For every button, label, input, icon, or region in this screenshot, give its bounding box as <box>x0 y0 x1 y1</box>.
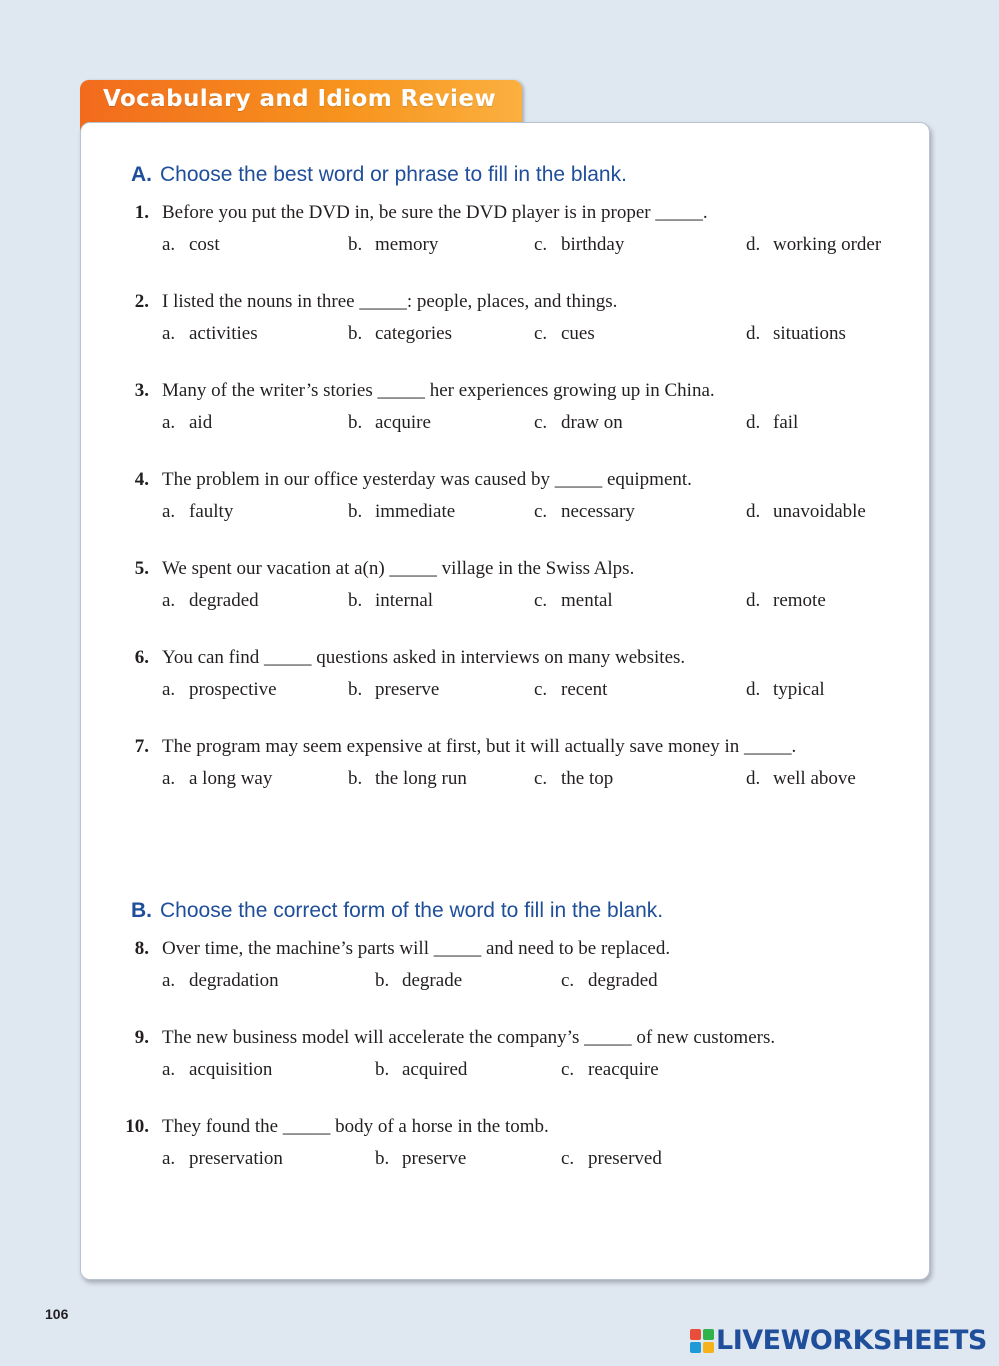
question-item <box>81 1116 929 1176</box>
option-letter: b. <box>348 323 363 344</box>
option-letter: a. <box>162 970 176 991</box>
option-text: well above <box>773 768 856 789</box>
option-text: birthday <box>561 234 625 255</box>
option-letter: a. <box>162 768 176 789</box>
option-text: degradation <box>189 970 279 991</box>
answer-option[interactable] <box>162 234 220 256</box>
answer-option[interactable] <box>162 412 212 434</box>
option-letter: c. <box>534 323 548 344</box>
answer-option[interactable] <box>348 679 439 701</box>
option-text: preserved <box>588 1148 662 1169</box>
question-number: 9. <box>134 1027 149 1048</box>
question-item <box>81 380 929 440</box>
question-item <box>81 647 929 707</box>
option-letter: b. <box>348 768 363 789</box>
answer-option[interactable] <box>534 412 623 434</box>
option-text: a long way <box>189 768 273 789</box>
brand-name: LIVEWORKSHEETS <box>716 1325 987 1356</box>
answer-option[interactable] <box>348 323 452 345</box>
option-letter: b. <box>348 501 363 522</box>
answer-option[interactable] <box>746 590 826 612</box>
option-text: fail <box>773 412 799 433</box>
option-letter: b. <box>348 590 363 611</box>
question-number: 7. <box>134 736 149 757</box>
question-item <box>81 291 929 351</box>
answer-option[interactable] <box>561 1148 662 1170</box>
option-letter: c. <box>534 501 548 522</box>
option-letter: a. <box>162 1059 176 1080</box>
answer-option[interactable] <box>534 234 624 256</box>
answer-option[interactable] <box>561 1059 659 1081</box>
option-text: typical <box>773 679 825 700</box>
content-card <box>80 122 930 1280</box>
option-text: degraded <box>588 970 658 991</box>
question-text: Many of the writer’s stories _____ her experiences growing up in China. <box>162 380 715 401</box>
answer-option[interactable] <box>534 590 613 612</box>
question-text: Over time, the machine’s parts will _____ and need to be replaced. <box>162 938 671 959</box>
option-text: memory <box>375 234 439 255</box>
answer-option[interactable] <box>534 679 607 701</box>
question-item <box>81 558 929 618</box>
answer-option[interactable] <box>162 768 272 790</box>
answer-option[interactable] <box>162 323 258 345</box>
question-number: 3. <box>134 380 149 401</box>
answer-option[interactable] <box>746 323 846 345</box>
answer-option[interactable] <box>561 970 658 992</box>
answer-option[interactable] <box>348 412 431 434</box>
answer-option[interactable] <box>375 1059 467 1081</box>
brand-logo[interactable] <box>690 1326 990 1356</box>
page-number: 106 <box>45 1306 69 1322</box>
option-letter: d. <box>746 679 761 700</box>
option-text: internal <box>375 590 434 611</box>
question-text: They found the _____ body of a horse in the tomb. <box>162 1116 549 1137</box>
answer-option[interactable] <box>746 501 866 523</box>
option-letter: a. <box>162 590 176 611</box>
answer-option[interactable] <box>534 501 635 523</box>
answer-option[interactable] <box>348 501 455 523</box>
option-text: acquired <box>402 1059 468 1080</box>
question-text: We spent our vacation at a(n) _____ village in the Swiss Alps. <box>162 558 635 579</box>
answer-option[interactable] <box>534 768 613 790</box>
option-letter: d. <box>746 234 761 255</box>
option-letter: b. <box>348 234 363 255</box>
option-letter: b. <box>375 970 390 991</box>
option-text: draw on <box>561 412 623 433</box>
question-text: The problem in our office yesterday was caused by _____ equipment. <box>162 469 692 490</box>
section-b-instruction: Choose the correct form of the word to fill in the blank. <box>160 899 664 922</box>
liveworksheets-icon <box>690 1329 714 1353</box>
answer-option[interactable] <box>348 234 438 256</box>
question-text: The new business model will accelerate the company’s _____ of new customers. <box>162 1027 776 1048</box>
section-b-letter: B. <box>131 899 152 922</box>
question-item <box>81 1027 929 1087</box>
question-text: You can find _____ questions asked in interviews on many websites. <box>162 647 686 668</box>
answer-option[interactable] <box>162 1059 272 1081</box>
question-number: 4. <box>134 469 149 490</box>
question-number: 8. <box>134 938 149 959</box>
question-item <box>81 736 929 796</box>
answer-option[interactable] <box>746 412 798 434</box>
section-a-heading <box>131 163 627 187</box>
option-text: immediate <box>375 501 456 522</box>
section-b-heading <box>131 899 663 923</box>
option-letter: c. <box>534 234 548 255</box>
option-text: mental <box>561 590 613 611</box>
question-number: 6. <box>134 647 149 668</box>
question-number: 2. <box>134 291 149 312</box>
option-text: degrade <box>402 970 463 991</box>
option-letter: a. <box>162 323 176 344</box>
option-letter: c. <box>534 590 548 611</box>
option-letter: d. <box>746 323 761 344</box>
answer-option[interactable] <box>375 970 462 992</box>
answer-option[interactable] <box>162 970 279 992</box>
option-letter: b. <box>348 412 363 433</box>
option-letter: d. <box>746 501 761 522</box>
option-text: cues <box>561 323 595 344</box>
question-number: 10. <box>125 1116 149 1137</box>
option-text: the top <box>561 768 614 789</box>
option-letter: d. <box>746 590 761 611</box>
option-letter: c. <box>561 970 575 991</box>
option-letter: c. <box>534 679 548 700</box>
answer-option[interactable] <box>746 768 856 790</box>
question-item <box>81 469 929 529</box>
page-title: Vocabulary and Idiom Review <box>103 86 496 112</box>
option-text: aid <box>189 412 213 433</box>
option-letter: b. <box>375 1059 390 1080</box>
option-text: the long run <box>375 768 467 789</box>
option-letter: c. <box>561 1148 575 1169</box>
answer-option[interactable] <box>162 1148 283 1170</box>
question-number: 5. <box>134 558 149 579</box>
option-letter: a. <box>162 501 176 522</box>
option-text: preserve <box>375 679 440 700</box>
option-text: working order <box>773 234 882 255</box>
option-letter: a. <box>162 679 176 700</box>
question-text: Before you put the DVD in, be sure the DVD player is in proper _____. <box>162 202 708 223</box>
section-a-letter: A. <box>131 163 152 186</box>
option-text: faulty <box>189 501 234 522</box>
option-letter: d. <box>746 412 761 433</box>
option-text: cost <box>189 234 220 255</box>
option-text: prospective <box>189 679 277 700</box>
question-text: The program may seem expensive at first, but it will actually save money in _____. <box>162 736 797 757</box>
option-letter: b. <box>348 679 363 700</box>
option-text: acquisition <box>189 1059 273 1080</box>
question-item <box>81 202 929 262</box>
answer-option[interactable] <box>534 323 595 345</box>
option-text: remote <box>773 590 826 611</box>
option-letter: a. <box>162 234 176 255</box>
option-letter: c. <box>561 1059 575 1080</box>
option-text: acquire <box>375 412 431 433</box>
option-text: unavoidable <box>773 501 866 522</box>
question-text: I listed the nouns in three _____: people, places, and things. <box>162 291 618 312</box>
option-letter: a. <box>162 412 176 433</box>
answer-option[interactable] <box>162 679 277 701</box>
option-text: recent <box>561 679 608 700</box>
question-number: 1. <box>134 202 149 223</box>
option-text: reacquire <box>588 1059 659 1080</box>
question-item <box>81 938 929 998</box>
option-text: activities <box>189 323 258 344</box>
option-text: categories <box>375 323 453 344</box>
answer-option[interactable] <box>746 679 825 701</box>
option-text: necessary <box>561 501 635 522</box>
section-a-instruction: Choose the best word or phrase to fill in the blank. <box>160 163 627 186</box>
option-letter: a. <box>162 1148 176 1169</box>
option-text: preservation <box>189 1148 283 1169</box>
option-text: situations <box>773 323 846 344</box>
option-letter: c. <box>534 768 548 789</box>
answer-option[interactable] <box>348 768 467 790</box>
answer-option[interactable] <box>162 590 259 612</box>
option-letter: d. <box>746 768 761 789</box>
option-letter: b. <box>375 1148 390 1169</box>
answer-option[interactable] <box>375 1148 466 1170</box>
option-text: preserve <box>402 1148 467 1169</box>
answer-option[interactable] <box>162 501 233 523</box>
answer-option[interactable] <box>746 234 881 256</box>
option-text: degraded <box>189 590 259 611</box>
option-letter: c. <box>534 412 548 433</box>
answer-option[interactable] <box>348 590 433 612</box>
